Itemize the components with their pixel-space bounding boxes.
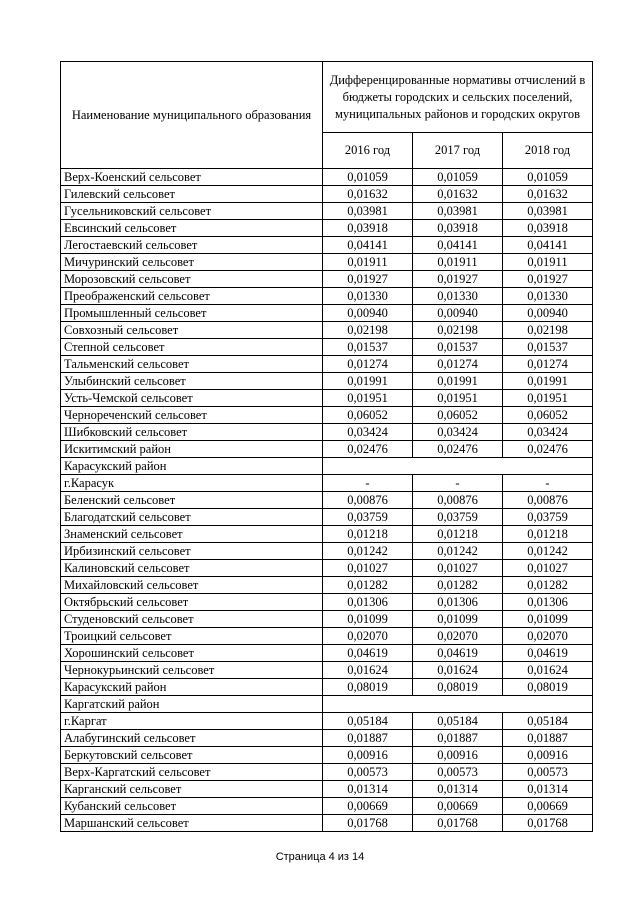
normative-value-2016: 0,01951 [323, 390, 413, 407]
table-row [61, 339, 593, 356]
normative-value-2016: 0,00669 [323, 798, 413, 815]
header-year-2017: 2017 год [413, 133, 503, 169]
normative-value-2018: 0,01991 [503, 373, 593, 390]
normative-value-2016: 0,01099 [323, 611, 413, 628]
normative-value-2017: 0,01099 [413, 611, 503, 628]
normative-value-2017: 0,01951 [413, 390, 503, 407]
municipality-name: Усть-Чемской сельсовет [61, 390, 323, 407]
table-row [61, 594, 593, 611]
table-row [61, 322, 593, 339]
normative-value-2016: 0,01991 [323, 373, 413, 390]
normative-value-2018: 0,01624 [503, 662, 593, 679]
municipality-name: Гусельниковский сельсовет [61, 203, 323, 220]
table-row [61, 407, 593, 424]
normative-value-2017: 0,03918 [413, 220, 503, 237]
normative-value-2016: 0,01537 [323, 339, 413, 356]
municipality-name: Карасукский район [61, 679, 323, 696]
header-municipality-name: Наименование муниципального образования [61, 62, 323, 169]
municipality-name: Тальменский сельсовет [61, 356, 323, 373]
normative-value-2016: - [323, 475, 413, 492]
municipality-name: Октябрьский сельсовет [61, 594, 323, 611]
normative-value-2017: 0,00876 [413, 492, 503, 509]
table-row [61, 441, 593, 458]
municipality-name: Маршанский сельсовет [61, 815, 323, 832]
table-row [61, 203, 593, 220]
normative-value-2018: 0,02198 [503, 322, 593, 339]
normative-value-2016: 0,01768 [323, 815, 413, 832]
normative-value-2018: 0,01911 [503, 254, 593, 271]
normative-value-2018: 0,01306 [503, 594, 593, 611]
normative-value-2018: 0,01632 [503, 186, 593, 203]
municipality-name: Беркутовский сельсовет [61, 747, 323, 764]
table-row [61, 254, 593, 271]
municipality-name: Михайловский сельсовет [61, 577, 323, 594]
normative-value-2017: 0,00669 [413, 798, 503, 815]
normative-value-2017: 0,04141 [413, 237, 503, 254]
municipality-name: Легостаевский сельсовет [61, 237, 323, 254]
municipality-name: Верх-Коенский сельсовет [61, 169, 323, 186]
normative-value-2017: 0,03981 [413, 203, 503, 220]
normative-value-2016: 0,08019 [323, 679, 413, 696]
municipality-name: Улыбинский сельсовет [61, 373, 323, 390]
normative-value-2017: - [413, 475, 503, 492]
normative-value-2017: 0,08019 [413, 679, 503, 696]
municipality-name: Знаменский сельсовет [61, 526, 323, 543]
municipality-name: Чернореченский сельсовет [61, 407, 323, 424]
table-row [61, 373, 593, 390]
normative-value-2018: 0,01537 [503, 339, 593, 356]
municipality-name: Верх-Каргатский сельсовет [61, 764, 323, 781]
section-title: Карасукский район [61, 458, 323, 475]
normative-value-2016: 0,00573 [323, 764, 413, 781]
normative-value-2016: 0,01306 [323, 594, 413, 611]
normative-value-2018: 0,01330 [503, 288, 593, 305]
section-title: Каргатский район [61, 696, 323, 713]
table-row [61, 662, 593, 679]
table-row [61, 815, 593, 832]
normative-value-2017: 0,00940 [413, 305, 503, 322]
normatives-table [60, 61, 593, 832]
municipality-name: Мичуринский сельсовет [61, 254, 323, 271]
normative-value-2017: 0,01887 [413, 730, 503, 747]
normative-value-2017: 0,02198 [413, 322, 503, 339]
table-row [61, 611, 593, 628]
normative-value-2018: 0,00916 [503, 747, 593, 764]
normative-value-2018: 0,01282 [503, 577, 593, 594]
normative-value-2016: 0,02070 [323, 628, 413, 645]
normative-value-2018: 0,01027 [503, 560, 593, 577]
municipality-name: Хорошинский сельсовет [61, 645, 323, 662]
table-row [61, 577, 593, 594]
normative-value-2016: 0,01218 [323, 526, 413, 543]
table-row [61, 492, 593, 509]
normative-value-2017: 0,01330 [413, 288, 503, 305]
normative-value-2018: 0,01242 [503, 543, 593, 560]
table-row [61, 509, 593, 526]
normative-value-2017: 0,03424 [413, 424, 503, 441]
normative-value-2017: 0,01911 [413, 254, 503, 271]
normative-value-2016: 0,00916 [323, 747, 413, 764]
normative-value-2016: 0,01274 [323, 356, 413, 373]
table-row [61, 390, 593, 407]
table-row [61, 645, 593, 662]
normative-value-2016: 0,01632 [323, 186, 413, 203]
normative-value-2016: 0,01282 [323, 577, 413, 594]
table-row [61, 220, 593, 237]
normative-value-2017: 0,01537 [413, 339, 503, 356]
normative-value-2018: 0,04141 [503, 237, 593, 254]
table-row [61, 798, 593, 815]
normative-value-2018: 0,00876 [503, 492, 593, 509]
header-year-2018: 2018 год [503, 133, 593, 169]
municipality-name: Троицкий сельсовет [61, 628, 323, 645]
municipality-name: Карганский сельсовет [61, 781, 323, 798]
table-row [61, 237, 593, 254]
normative-value-2016: 0,01911 [323, 254, 413, 271]
table-row [61, 186, 593, 203]
normative-value-2016: 0,00876 [323, 492, 413, 509]
normative-value-2018: 0,01274 [503, 356, 593, 373]
normative-value-2016: 0,03424 [323, 424, 413, 441]
normative-value-2017: 0,01632 [413, 186, 503, 203]
normative-value-2018: 0,02070 [503, 628, 593, 645]
normative-value-2016: 0,01887 [323, 730, 413, 747]
normative-value-2018: 0,03759 [503, 509, 593, 526]
normative-value-2017: 0,01274 [413, 356, 503, 373]
normative-value-2016: 0,01314 [323, 781, 413, 798]
normative-value-2016: 0,04141 [323, 237, 413, 254]
table-row [61, 713, 593, 730]
normative-value-2018: 0,01887 [503, 730, 593, 747]
normative-value-2018: 0,06052 [503, 407, 593, 424]
normative-value-2016: 0,01027 [323, 560, 413, 577]
normative-value-2018: 0,04619 [503, 645, 593, 662]
normative-value-2017: 0,01768 [413, 815, 503, 832]
municipality-name: Благодатский сельсовет [61, 509, 323, 526]
municipality-name: Искитимский район [61, 441, 323, 458]
normative-value-2018: 0,01099 [503, 611, 593, 628]
section-empty-cell [323, 458, 593, 475]
normative-value-2017: 0,04619 [413, 645, 503, 662]
municipality-name: Калиновский сельсовет [61, 560, 323, 577]
header-year-2016: 2016 год [323, 133, 413, 169]
normative-value-2018: 0,08019 [503, 679, 593, 696]
normative-value-2016: 0,03918 [323, 220, 413, 237]
normative-value-2017: 0,01059 [413, 169, 503, 186]
table-row [61, 271, 593, 288]
table-row [61, 305, 593, 322]
municipality-name: г.Каргат [61, 713, 323, 730]
normative-value-2018: 0,03424 [503, 424, 593, 441]
page-number: Страница 4 из 14 [275, 851, 365, 863]
normative-value-2017: 0,01991 [413, 373, 503, 390]
normative-value-2016: 0,02476 [323, 441, 413, 458]
municipality-name: Чернокурьинский сельсовет [61, 662, 323, 679]
normative-value-2018: 0,01218 [503, 526, 593, 543]
normative-value-2017: 0,00573 [413, 764, 503, 781]
municipality-name: Гилевский сельсовет [61, 186, 323, 203]
municipality-name: Беленский сельсовет [61, 492, 323, 509]
normative-value-2018: - [503, 475, 593, 492]
normative-value-2016: 0,01059 [323, 169, 413, 186]
normative-value-2018: 0,03981 [503, 203, 593, 220]
normative-value-2018: 0,00573 [503, 764, 593, 781]
municipality-name: Шибковский сельсовет [61, 424, 323, 441]
normative-value-2016: 0,00940 [323, 305, 413, 322]
normative-value-2017: 0,02070 [413, 628, 503, 645]
municipality-name: Промышленный сельсовет [61, 305, 323, 322]
normative-value-2017: 0,05184 [413, 713, 503, 730]
normative-value-2016: 0,01624 [323, 662, 413, 679]
header-normatives-title: Дифференцированные нормативы отчислений в бюджеты городских и сельских поселений, муниципальных районов и городских округов [323, 62, 593, 133]
municipality-name: Алабугинский сельсовет [61, 730, 323, 747]
normative-value-2018: 0,01768 [503, 815, 593, 832]
table-row [61, 679, 593, 696]
table-row [61, 526, 593, 543]
section-row [61, 458, 593, 475]
table-row [61, 424, 593, 441]
normative-value-2017: 0,02476 [413, 441, 503, 458]
table-row [61, 730, 593, 747]
normative-value-2017: 0,01927 [413, 271, 503, 288]
normative-value-2018: 0,01314 [503, 781, 593, 798]
normative-value-2017: 0,01218 [413, 526, 503, 543]
normative-value-2017: 0,01242 [413, 543, 503, 560]
normative-value-2017: 0,01282 [413, 577, 503, 594]
normative-value-2017: 0,01624 [413, 662, 503, 679]
normative-value-2018: 0,05184 [503, 713, 593, 730]
table-row [61, 169, 593, 186]
normative-value-2018: 0,01059 [503, 169, 593, 186]
normative-value-2016: 0,01927 [323, 271, 413, 288]
normative-value-2018: 0,00940 [503, 305, 593, 322]
normative-value-2016: 0,06052 [323, 407, 413, 424]
normative-value-2017: 0,03759 [413, 509, 503, 526]
municipality-name: Ирбизинский сельсовет [61, 543, 323, 560]
normative-value-2016: 0,03981 [323, 203, 413, 220]
normative-value-2017: 0,01314 [413, 781, 503, 798]
normative-value-2017: 0,00916 [413, 747, 503, 764]
normative-value-2016: 0,01242 [323, 543, 413, 560]
table-body [61, 169, 593, 832]
normative-value-2016: 0,02198 [323, 322, 413, 339]
table-row [61, 628, 593, 645]
municipality-name: Студеновский сельсовет [61, 611, 323, 628]
table-row [61, 356, 593, 373]
municipality-name: Совхозный сельсовет [61, 322, 323, 339]
municipality-name: Степной сельсовет [61, 339, 323, 356]
normative-value-2018: 0,00669 [503, 798, 593, 815]
normative-value-2017: 0,06052 [413, 407, 503, 424]
normative-value-2018: 0,03918 [503, 220, 593, 237]
section-empty-cell [323, 696, 593, 713]
table-row [61, 747, 593, 764]
table-row [61, 764, 593, 781]
table-row [61, 560, 593, 577]
normative-value-2018: 0,01927 [503, 271, 593, 288]
municipality-name: Преображенский сельсовет [61, 288, 323, 305]
table-row [61, 543, 593, 560]
table-row [61, 781, 593, 798]
section-row [61, 696, 593, 713]
municipality-name: Морозовский сельсовет [61, 271, 323, 288]
municipality-name: Кубанский сельсовет [61, 798, 323, 815]
normative-value-2018: 0,02476 [503, 441, 593, 458]
normative-value-2016: 0,04619 [323, 645, 413, 662]
normative-value-2017: 0,01027 [413, 560, 503, 577]
table-row [61, 288, 593, 305]
table-row [61, 475, 593, 492]
normative-value-2016: 0,03759 [323, 509, 413, 526]
normative-value-2016: 0,05184 [323, 713, 413, 730]
normative-value-2017: 0,01306 [413, 594, 503, 611]
normative-value-2016: 0,01330 [323, 288, 413, 305]
normative-value-2018: 0,01951 [503, 390, 593, 407]
municipality-name: г.Карасук [61, 475, 323, 492]
municipality-name: Евсинский сельсовет [61, 220, 323, 237]
